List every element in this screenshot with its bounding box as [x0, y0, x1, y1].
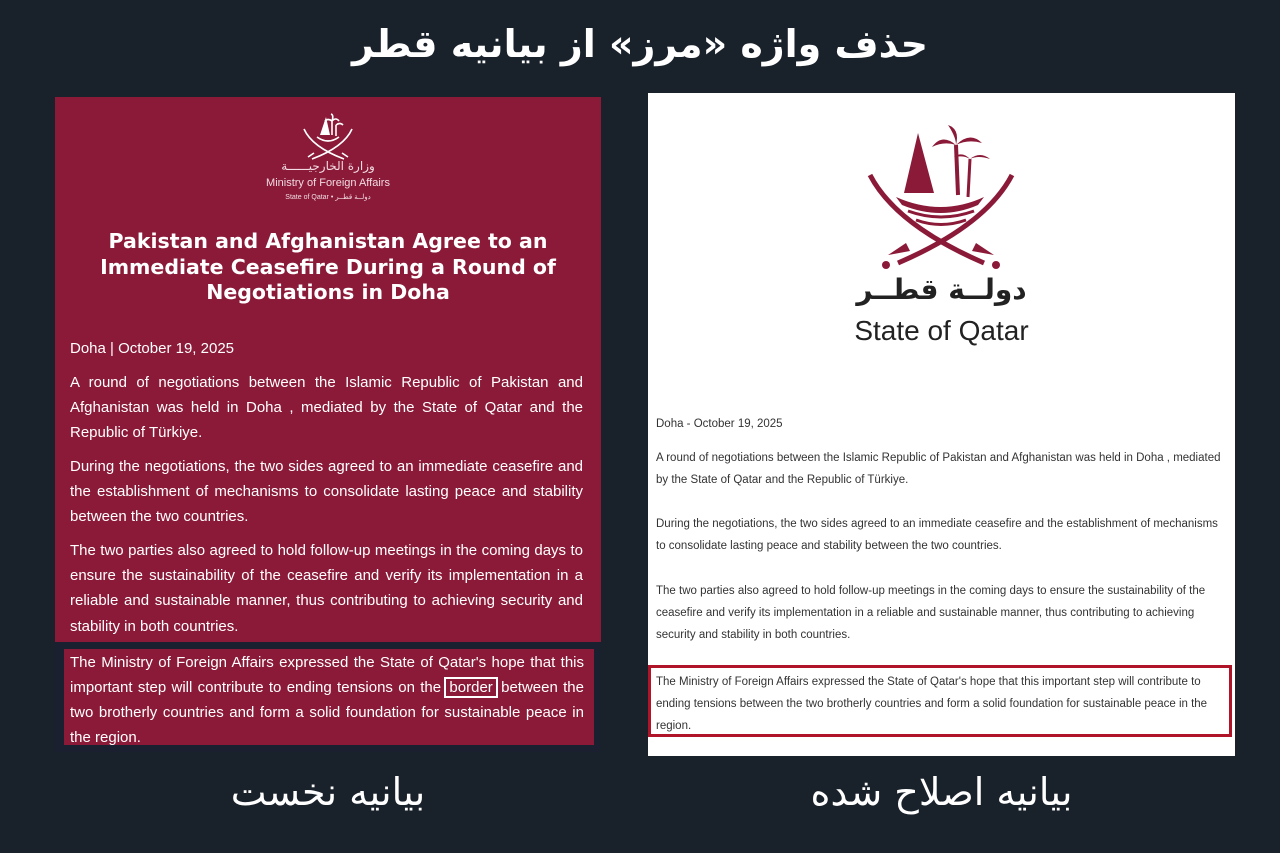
original-statement-caption: بیانیه نخست — [230, 770, 426, 814]
page-title: حذف واژه «مرز» از بیانیه قطر — [351, 22, 929, 66]
paragraph-4-text-after: between the two brotherly countries and form a solid foundation for sustainable peace in the region. — [70, 679, 584, 746]
revised-date: Doha - October 19, 2025 — [656, 418, 783, 430]
revised-paragraph-1: A round of negotiations between the Islamic Republic of Pakistan and Afghanistan was held in Doha , mediated by the State of Qatar and the Republic of Türkiye. — [656, 452, 1221, 486]
revised-paragraph-4: The Ministry of Foreign Affairs expressed the State of Qatar's hope that this important step will contribute to ending tensions between the two brotherly countries and form a solid foundation for sustainable peace in the region. — [656, 676, 1208, 732]
statement-paragraph-1: A round of negotiations between the Islamic Republic of Pakistan and Afghanistan was held in Doha , mediated by the State of Qatar and the Republic of Türkiye. — [70, 374, 583, 442]
qatar-national-emblem-icon — [866, 125, 1016, 273]
statement-paragraph-4 — [70, 650, 584, 750]
statement-headline: Pakistan and Afghanistan Agree to an Immediate Ceasefire During a Round of Negotiations in Doha — [100, 229, 556, 304]
qatar-emblem-icon — [55, 105, 601, 205]
state-of-qatar-english: State of Qatar — [854, 315, 1029, 346]
statement-paragraph-2: During the negotiations, the two sides agreed to an immediate ceasefire and the establishment of mechanisms to consolidate lasting peace and stability between the two countries. — [70, 458, 583, 526]
state-of-qatar-arabic: دولــة قطــر — [856, 273, 1027, 306]
revised-highlight-box — [648, 665, 1232, 737]
highlighted-paragraph-box — [64, 649, 594, 745]
statement-paragraph-3: The two parties also agreed to hold follow-up meetings in the coming days to ensure the sustainability of the ceasefire and verify its implementation in a reliable and sustainable manner, thus contributing to achieving security and stability in both countries. — [70, 542, 583, 635]
statement-date: Doha | October 19, 2025 — [70, 340, 235, 357]
state-of-qatar-line: State of Qatar • دولــة قطــر — [285, 194, 371, 201]
border-word-highlight: border — [446, 679, 495, 696]
highlighted-paragraph-frame — [55, 642, 601, 752]
ministry-english-name: Ministry of Foreign Affairs — [266, 177, 390, 189]
ministry-arabic-name: وزارة الخارجيــــــة — [281, 159, 375, 173]
original-statement-panel — [55, 97, 601, 752]
paragraph-4-text-before: The Ministry of Foreign Affairs expressed the State of Qatar's hope that this important step will contribute to ending tensions on the — [70, 654, 584, 696]
revised-paragraph-2: During the negotiations, the two sides agreed to an immediate ceasefire and the establishment of mechanisms to consolidate lasting peace and stability between the two countries. — [656, 518, 1218, 552]
revised-statement-caption: بیانیه اصلاح شده — [810, 770, 1073, 814]
revised-statement-panel — [648, 93, 1235, 756]
revised-paragraph-3: The two parties also agreed to hold follow-up meetings in the coming days to ensure the sustainability of the ceasefire and verify its implementation in a reliable and sustainable manner, thus contributing to achieving security and stability in both countries. — [656, 585, 1206, 641]
